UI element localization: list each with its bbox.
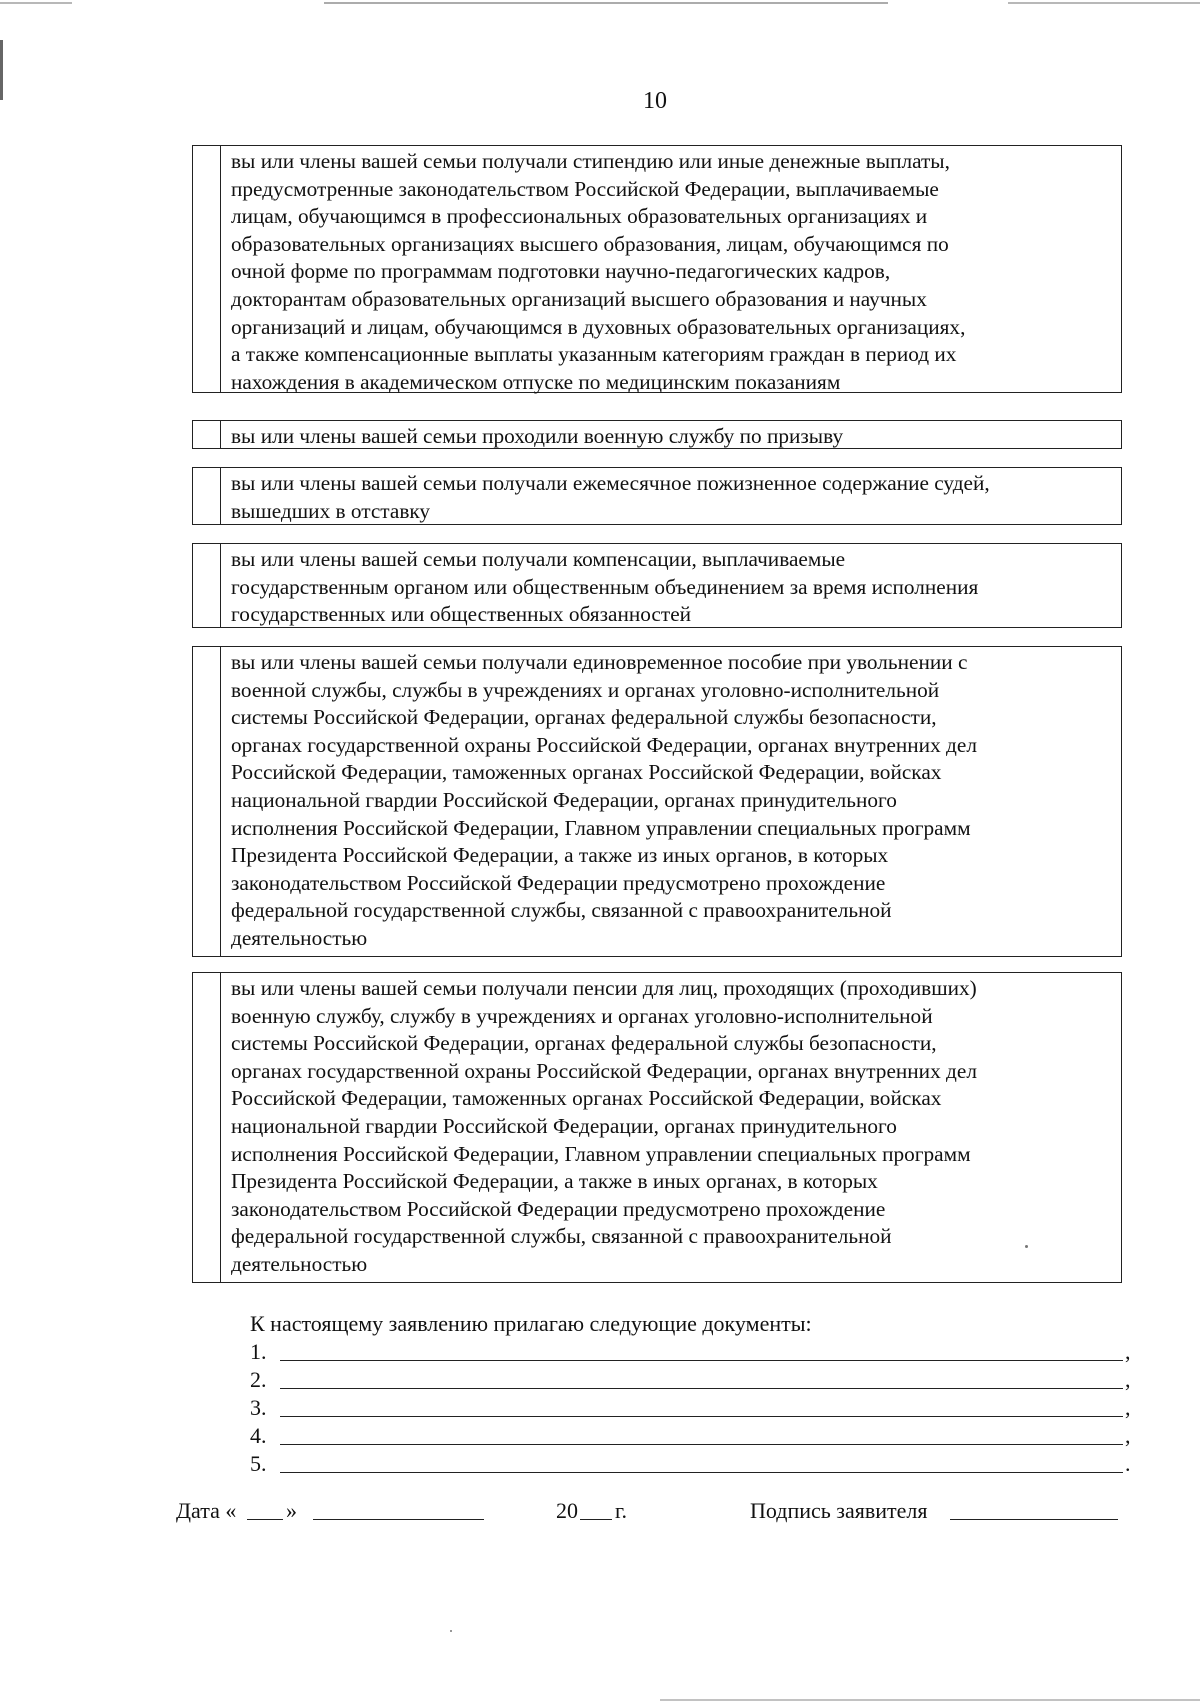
option-text-line: исполнения Российской Федерации, Главном управлении специальных программ <box>231 815 971 840</box>
date-signature-row <box>0 1497 1200 1527</box>
option-text-line: законодательством Российской Федерации предусмотрено прохождение <box>231 1196 886 1221</box>
date-label: Дата « <box>176 1498 237 1523</box>
attachment-number: 4. <box>250 1423 267 1448</box>
attachment-punctuation: , <box>1125 1367 1131 1392</box>
option-text-line: национальной гвардии Российской Федерации, органах принудительного <box>231 1113 897 1138</box>
option-checkbox[interactable] <box>193 973 221 1282</box>
option-text-line: лицам, обучающимся в профессиональных образовательных организациях и <box>231 204 928 229</box>
option-text-line: образовательных организациях высшего образования, лицам, обучающимся по <box>231 231 949 256</box>
scan-artifact-bottom <box>0 1699 1200 1701</box>
scan-speck <box>450 1630 452 1632</box>
attachment-input-line[interactable] <box>280 1388 1123 1389</box>
option-text-line: вы или члены вашей семьи получали стипендию или иные денежные выплаты, <box>231 149 950 173</box>
option-block-stipend <box>192 145 1122 393</box>
option-text-line: вы или члены вашей семьи проходили военную службу по призыву <box>231 424 844 448</box>
attachment-input-line[interactable] <box>280 1416 1123 1417</box>
attachment-row <box>250 1366 1130 1394</box>
option-text-line: законодательством Российской Федерации предусмотрено прохождение <box>231 870 886 895</box>
option-checkbox[interactable] <box>193 146 221 392</box>
option-text-line: исполнения Российской Федерации, Главном управлении специальных программ <box>231 1141 971 1166</box>
attachment-row <box>250 1450 1130 1478</box>
attachment-input-line[interactable] <box>280 1472 1123 1473</box>
date-month-field[interactable] <box>313 1519 484 1520</box>
option-text-line: докторантам образовательных организаций высшего образования и научных <box>231 286 927 311</box>
option-text-line: нахождения в академическом отпуске по медицинским показаниям <box>231 369 841 394</box>
option-text-line: вышедших в отставку <box>231 498 431 523</box>
attachment-number: 5. <box>250 1451 267 1476</box>
option-text-line: системы Российской Федерации, органах федеральной службы безопасности, <box>231 705 937 730</box>
option-block-pension <box>192 972 1122 1283</box>
option-block-compensation-duties <box>192 543 1122 628</box>
signature-field[interactable] <box>950 1519 1118 1520</box>
option-text-line: военной службы, службы в учреждениях и органах уголовно-исполнительной <box>231 677 940 702</box>
option-text-line: Президента Российской Федерации, а также из иных органов, в которых <box>231 843 889 868</box>
option-text-line: федеральной государственной службы, связанной с правоохранительной <box>231 1224 892 1249</box>
option-text-line: органах государственной охраны Российской Федерации, органах внутренних дел <box>231 732 977 757</box>
option-text-line: вы или члены вашей семьи получали компенсации, выплачиваемые <box>231 547 846 571</box>
attachment-input-line[interactable] <box>280 1444 1123 1445</box>
option-text <box>221 973 987 1282</box>
scan-artifact-top <box>0 2 1200 4</box>
option-text-line: деятельностью <box>231 925 368 950</box>
option-text-line: организаций и лицам, обучающимся в духовных образовательных организациях, <box>231 314 966 339</box>
option-text-line: Российской Федерации, таможенных органах Российской Федерации, войсках <box>231 760 942 785</box>
attachment-number: 3. <box>250 1395 267 1420</box>
attachment-row <box>250 1394 1130 1422</box>
option-text-line: Российской Федерации, таможенных органах Российской Федерации, войсках <box>231 1086 942 1111</box>
option-text <box>221 421 853 448</box>
option-text <box>221 544 988 627</box>
attachment-punctuation: , <box>1125 1423 1131 1448</box>
attachment-number: 1. <box>250 1339 267 1364</box>
scan-speck <box>1025 1245 1028 1248</box>
option-text-line: вы или члены вашей семьи получали единовременное пособие при увольнении с <box>231 650 968 674</box>
option-text <box>221 146 975 392</box>
option-text <box>221 468 1000 524</box>
attachment-punctuation: , <box>1125 1395 1131 1420</box>
attachment-punctuation: . <box>1125 1451 1131 1476</box>
option-checkbox[interactable] <box>193 468 221 524</box>
option-text-line: национальной гвардии Российской Федерации, органах принудительного <box>231 787 897 812</box>
option-checkbox[interactable] <box>193 544 221 627</box>
option-text-line: системы Российской Федерации, органах федеральной службы безопасности, <box>231 1031 937 1056</box>
option-block-dismissal-allowance <box>192 646 1122 957</box>
option-checkbox[interactable] <box>193 421 221 448</box>
attachment-punctuation: , <box>1125 1339 1131 1364</box>
option-checkbox[interactable] <box>193 647 221 956</box>
attachments-heading: К настоящему заявлению прилагаю следующие документы: <box>250 1311 812 1336</box>
option-text-line: а также компенсационные выплаты указанным категориям граждан в период их <box>231 342 957 367</box>
attachment-number: 2. <box>250 1367 267 1392</box>
date-day-field[interactable] <box>247 1519 283 1520</box>
year-prefix: 20 <box>556 1498 578 1523</box>
option-text-line: вы или члены вашей семьи получали ежемесячное пожизненное содержание судей, <box>231 471 990 495</box>
option-text-line: военную службу, службу в учреждениях и органах уголовно-исполнительной <box>231 1003 933 1028</box>
signature-label: Подпись заявителя <box>750 1498 928 1523</box>
attachment-row <box>250 1422 1130 1450</box>
option-text <box>221 647 987 956</box>
option-text-line: федеральной государственной службы, связанной с правоохранительной <box>231 898 892 923</box>
date-quote-close: » <box>286 1498 297 1523</box>
page-number: 10 <box>643 88 667 114</box>
option-text-line: Президента Российской Федерации, а также в иных органах, в которых <box>231 1169 878 1194</box>
option-text-line: деятельностью <box>231 1251 368 1276</box>
date-year-field[interactable] <box>580 1519 612 1520</box>
option-text-line: государственным органом или общественным объединением за время исполнения <box>231 574 979 599</box>
option-text-line: государственных или общественных обязанностей <box>231 602 692 627</box>
option-text-line: очной форме по программам подготовки научно-педагогических кадров, <box>231 259 891 284</box>
option-text-line: предусмотренные законодательством Российской Федерации, выплачиваемые <box>231 176 939 201</box>
option-block-judges-allowance <box>192 467 1122 525</box>
option-block-military-conscription <box>192 420 1122 449</box>
option-text-line: вы или члены вашей семьи получали пенсии для лиц, проходящих (проходивших) <box>231 976 977 1000</box>
attachment-row <box>250 1338 1130 1366</box>
option-text-line: органах государственной охраны Российской Федерации, органах внутренних дел <box>231 1058 977 1083</box>
year-suffix: г. <box>615 1498 628 1523</box>
attachment-input-line[interactable] <box>280 1360 1123 1361</box>
